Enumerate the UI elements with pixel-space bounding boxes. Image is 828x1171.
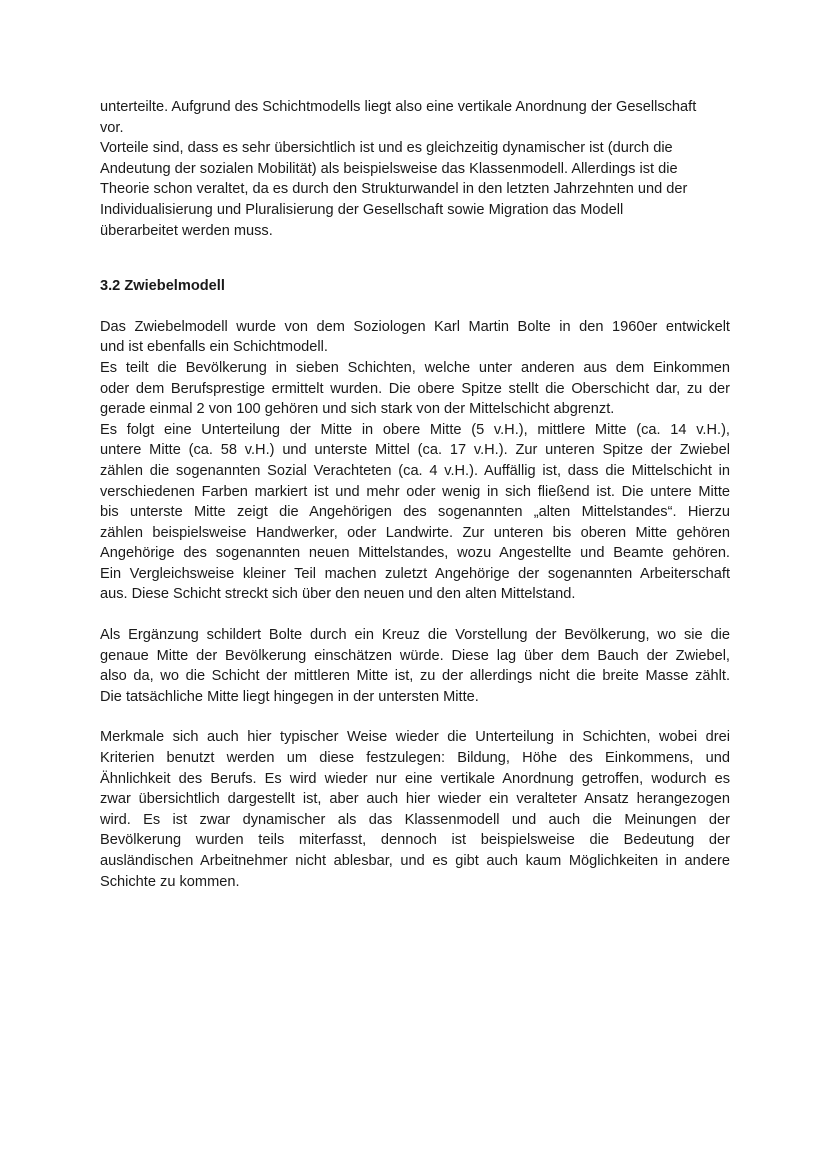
- text-line: Angehörige des sogenannten neuen Mittelstandes, wozu Angestellte und Beamte gehören.: [100, 545, 730, 562]
- text-line: wird. Es ist zwar dynamischer als das Klassenmodell und auch die Meinungen der: [100, 811, 730, 828]
- text-line: zwar übersichtlich dargestellt ist, aber auch hier wieder ein veralteter Ansatz herangezogen: [100, 791, 730, 808]
- paragraph-spacer: [100, 605, 730, 625]
- text-line: zählen die sogenannten Sozial Verachteten (ca. 4 v.H.). Auffällig ist, dass die Mittelschicht in: [100, 462, 730, 479]
- document-page: [100, 97, 730, 892]
- text-line: untere Mitte (ca. 58 v.H.) und unterste Mittel (ca. 17 v.H.). Zur unteren Spitze der Zwiebel: [100, 442, 730, 459]
- intro-paragraph: [100, 97, 730, 241]
- paragraph-merkmale: [100, 727, 730, 892]
- text-line: Ähnlichkeit des Berufs. Es wird wieder nur eine vertikale Anordnung getroffen, wodurch es: [100, 770, 730, 787]
- text-line: oder dem Berufsprestige ermittelt wurden. Die obere Spitze stellt die Oberschicht dar, zu der: [100, 380, 730, 397]
- paragraph-bolte-cross: [100, 625, 730, 707]
- paragraph-zwiebelmodell-description: [100, 317, 730, 605]
- text-line: Das Zwiebelmodell wurde von dem Soziologen Karl Martin Bolte in den 1960er entwickelt: [100, 318, 730, 335]
- text-line: und ist ebenfalls ein Schichtmodell.: [100, 339, 328, 356]
- paragraph-spacer: [100, 707, 730, 727]
- text-line: Es folgt eine Unterteilung der Mitte in obere Mitte (5 v.H.), mittlere Mitte (ca. 14 v.H.),: [100, 421, 730, 438]
- text-line: Individualisierung und Pluralisierung der Gesellschaft sowie Migration das Modell: [100, 201, 624, 218]
- text-line: Bevölkerung wurden teils miterfasst, dennoch ist beispielsweise die Bedeutung der: [100, 832, 730, 849]
- text-line: Andeutung der sozialen Mobilität) als beispielsweise das Klassenmodell. Allerdings ist die: [100, 160, 678, 177]
- text-line: also da, wo die Schicht der mittleren Mitte ist, zu der allerdings nicht die breite Masse zählt.: [100, 668, 730, 685]
- text-line: unterteilte. Aufgrund des Schichtmodells liegt also eine vertikale Anordnung der Gesellschaft: [100, 99, 697, 115]
- text-line: bis unterste Mitte zeigt die Angehörigen des sogenannten „alten Mittelstandes“. Hierzu: [100, 504, 730, 521]
- text-line: Schichte zu kommen.: [100, 873, 240, 890]
- text-line: gerade einmal 2 von 100 gehören und sich stark von der Mittelschicht abgrenzt.: [100, 401, 615, 418]
- text-line: ausländischen Arbeitnehmer nicht ablesbar, und es gibt auch kaum Möglichkeiten in andere: [100, 853, 730, 869]
- text-line: Die tatsächliche Mitte liegt hingegen in der untersten Mitte.: [100, 688, 479, 705]
- section-heading: 3.2 Zwiebelmodell: [100, 278, 225, 295]
- text-line: genaue Mitte der Bevölkerung einschätzen würde. Diese lag über dem Bauch der Zwiebel,: [100, 647, 730, 664]
- text-line: aus. Diese Schicht streckt sich über den neuen und den alten Mittelstand.: [100, 586, 576, 603]
- text-line: überarbeitet werden muss.: [100, 222, 273, 239]
- text-line: Als Ergänzung schildert Bolte durch ein Kreuz die Vorstellung der Bevölkerung, wo sie die: [100, 627, 730, 644]
- text-line: Vorteile sind, dass es sehr übersichtlich ist und es gleichzeitig dynamischer ist (durch die: [100, 140, 673, 157]
- text-line: Es teilt die Bevölkerung in sieben Schichten, welche unter anderen aus dem Einkommen: [100, 359, 730, 376]
- text-line: Kriterien benutzt werden um diese festzulegen: Bildung, Höhe des Einkommens, und: [100, 750, 730, 767]
- text-line: Theorie schon veraltet, da es durch den Strukturwandel in den letzten Jahrzehnten und der: [100, 181, 688, 198]
- text-line: vor.: [100, 119, 124, 136]
- text-line: Merkmale sich auch hier typischer Weise wieder die Unterteilung in Schichten, wobei drei: [100, 729, 730, 746]
- text-line: verschiedenen Farben markiert ist und mehr oder wenig in sich fließend ist. Die untere Mitte: [100, 483, 730, 500]
- text-line: Ein Vergleichsweise kleiner Teil machen zuletzt Angehörige der sogenannten Arbeiterschaft: [100, 565, 730, 582]
- text-line: zählen beispielsweise Handwerker, oder Landwirte. Zur unteren bis oberen Mitte gehören: [100, 524, 730, 541]
